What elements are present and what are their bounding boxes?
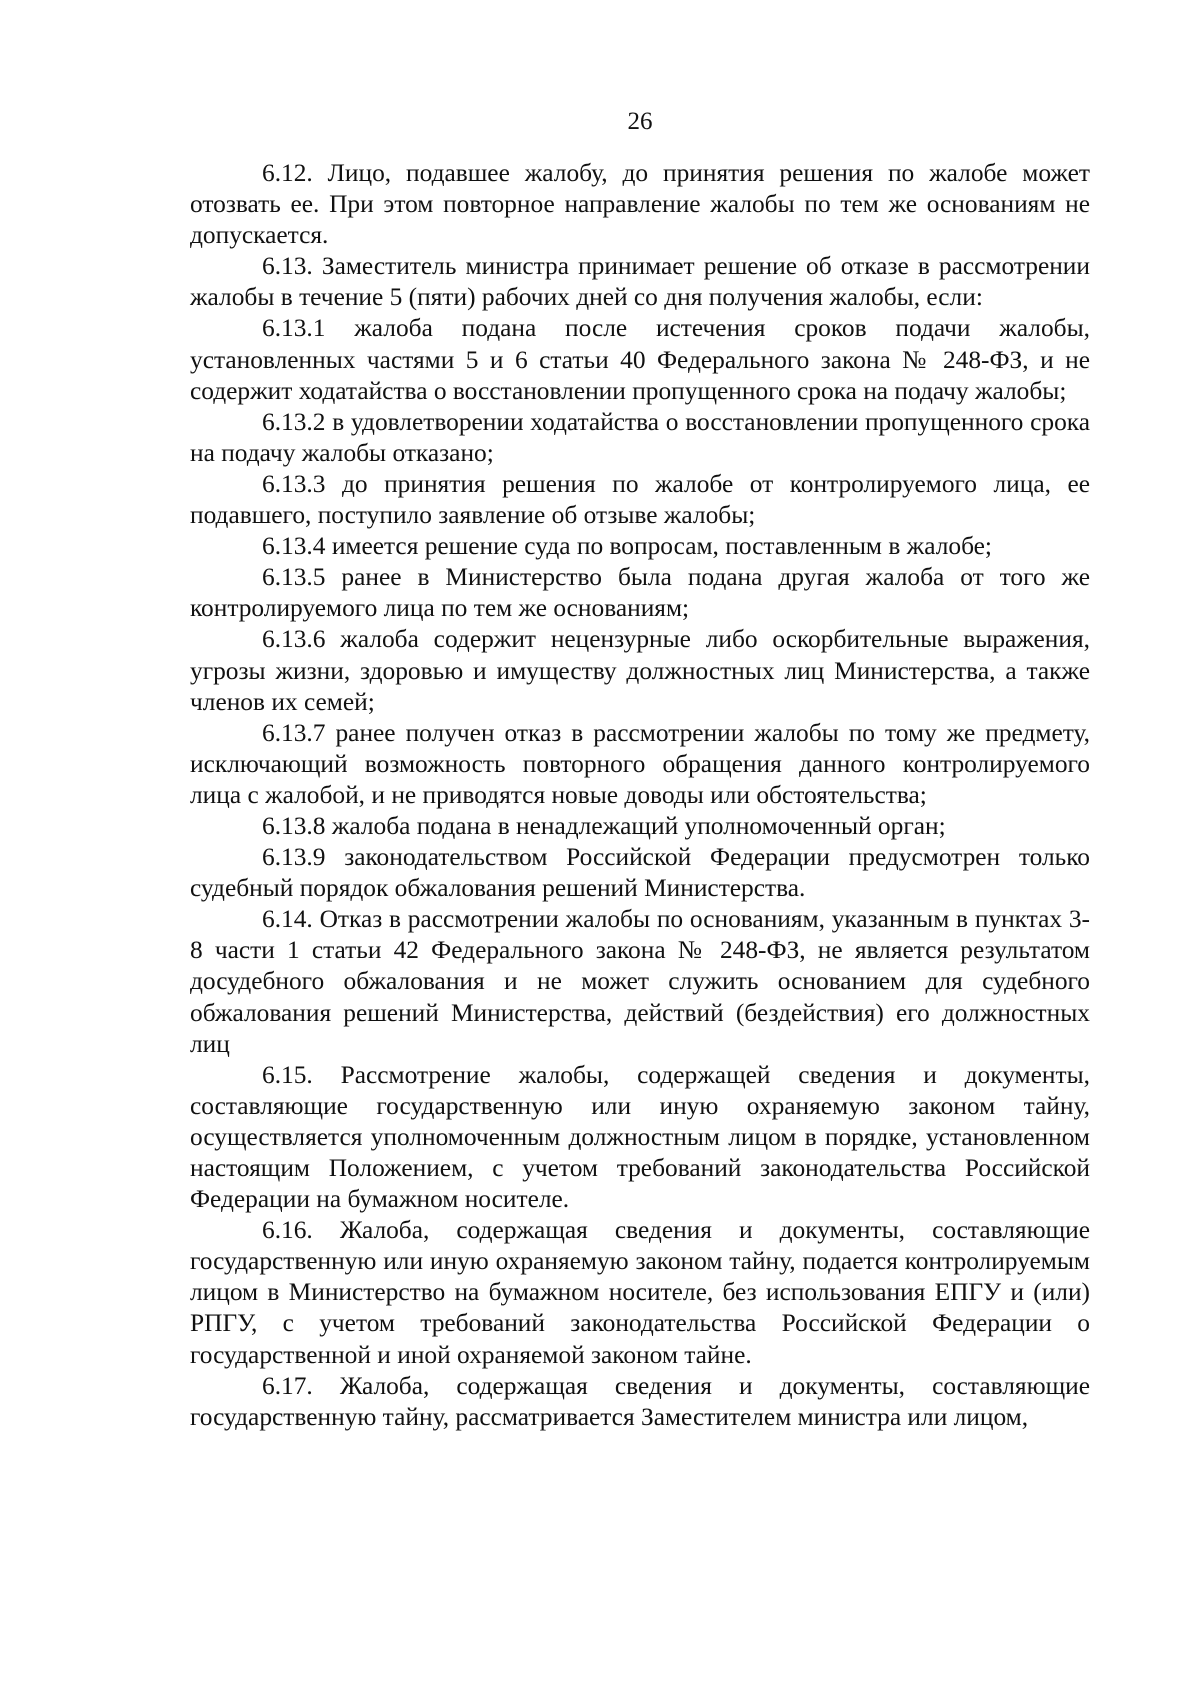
paragraph-6-14: 6.14. Отказ в рассмотрении жалобы по основаниям, указанным в пунктах 3-8 части 1 статьи 42 Федерального закона № 248-ФЗ, не является результатом досудебного обжалования и не может служить основанием для судебного обжалования решений Министерства, действий (бездействия) его должностных лиц: [190, 905, 1090, 1058]
paragraph-6-17: 6.17. Жалоба, содержащая сведения и документы, составляющие государственную тайну, рассматривается Заместителем министра или лицом,: [190, 1371, 1090, 1431]
paragraph-6-13-3: 6.13.3 до принятия решения по жалобе от контролируемого лица, ее подавшего, поступило заявление об отзыве жалобы;: [190, 469, 1090, 530]
paragraph-6-13-5: 6.13.5 ранее в Министерство была подана другая жалоба от того же контролируемого лица по тем же основаниям;: [190, 563, 1090, 623]
paragraph-6-13-1: 6.13.1 жалоба подана после истечения сроков подачи жалобы, установленных частями 5 и 6 статьи 40 Федерального закона № 248-ФЗ, и не содержит ходатайства о восстановлении пропущенного срока на подачу жалобы;: [190, 314, 1090, 405]
paragraph-6-15: 6.15. Рассмотрение жалобы, содержащей сведения и документы, составляющие государственную или иную охраняемую законом тайну, осуществляется уполномоченным должностным лицом в порядке, установленном настоящим Положением, с учетом требований законодательства Российской Федерации на бумажном носителе.: [190, 1060, 1090, 1214]
paragraph-6-13-2: 6.13.2 в удовлетворении ходатайства о восстановлении пропущенного срока на подачу жалобы отказано;: [190, 407, 1090, 467]
page-number: 26: [627, 108, 653, 135]
paragraph-6-13-9: 6.13.9 законодательством Российской Федерации предусмотрен только судебный порядок обжалования решений Министерства.: [190, 843, 1090, 903]
paragraph-6-13-6: 6.13.6 жалоба содержит нецензурные либо оскорбительные выражения, угрозы жизни, здоровью и имуществу должностных лиц Министерства, а также членов их семей;: [190, 625, 1090, 716]
paragraph-6-16: 6.16. Жалоба, содержащая сведения и документы, составляющие государственную или иную охраняемую законом тайну, подается контролируемым лицом в Министерство на бумажном носителе, без использования ЕПГУ и (или) РПГУ, с учетом требований законодательства Российской Федерации о государственной и иной охраняемой законом тайне.: [190, 1216, 1090, 1369]
document-body: [190, 158, 1090, 1433]
paragraph-6-13: 6.13. Заместитель министра принимает решение об отказе в рассмотрении жалобы в течение 5 (пяти) рабочих дней со дня получения жалобы, если:: [190, 252, 1090, 312]
paragraph-6-13-8: 6.13.8 жалоба подана в ненадлежащий уполномоченный орган;: [262, 811, 946, 840]
paragraph-6-13-7: 6.13.7 ранее получен отказ в рассмотрении жалобы по тому же предмету, исключающий возможность повторного обращения данного контролируемого лица с жалобой, и не приводятся новые доводы или обстоятельства;: [190, 718, 1090, 809]
paragraph-6-13-4: 6.13.4 имеется решение суда по вопросам, поставленным в жалобе;: [262, 532, 992, 561]
paragraph-6-12: 6.12. Лицо, подавшее жалобу, до принятия решения по жалобе может отозвать ее. При этом повторное направление жалобы по тем же основаниям не допускается.: [190, 159, 1090, 250]
